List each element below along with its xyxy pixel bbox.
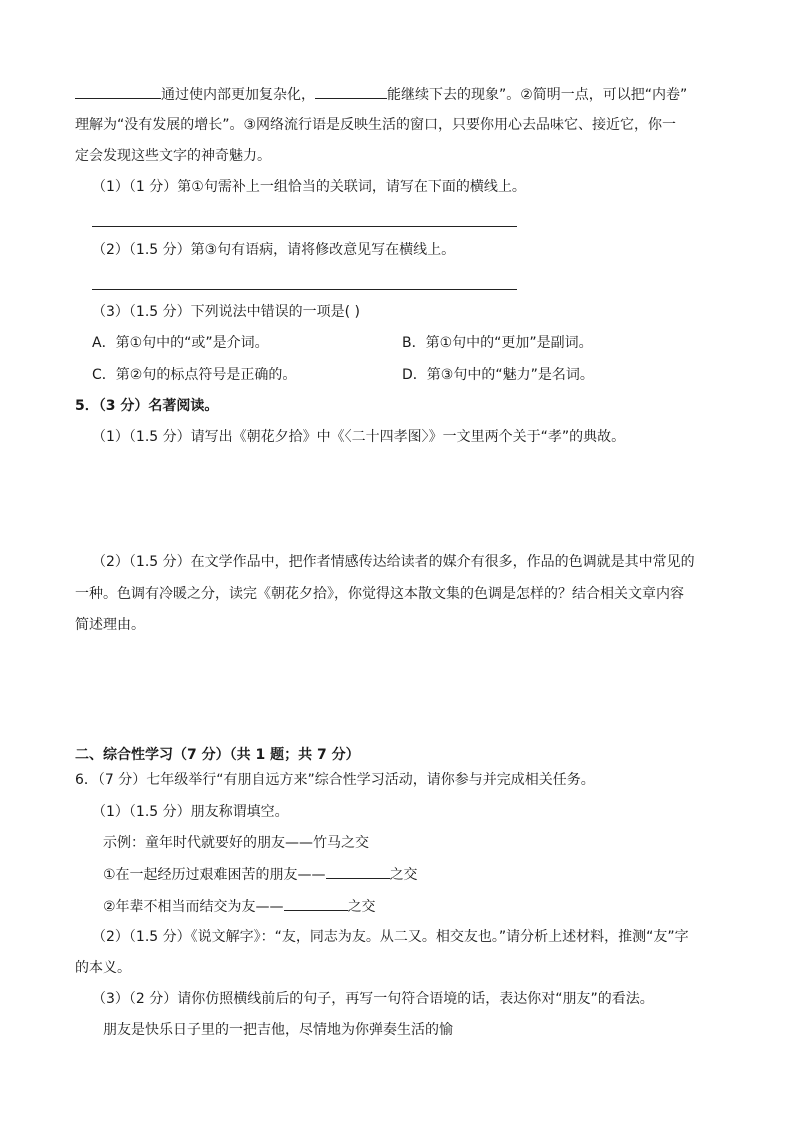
section-heading: 二、综合性学习（7 分）（共 1 题；共 7 分） (75, 747, 360, 763)
q6-sub2-line-1: （2）（1.5 分）《说文解字》：“友，同志为友。从二又。相交友也。”请分析上述材料，推测“友”字 (92, 929, 689, 945)
q6-example: 示例：童年时代就要好的朋友——竹马之交 (103, 835, 369, 851)
q6-sub3: （3）（2 分）请你仿照横线前后的句子，再写一句符合语境的话，表达你对“朋友”的看法。 (92, 991, 654, 1007)
option-d[interactable]: D．第③句中的“魅力”是名词。 (402, 367, 594, 383)
option-a[interactable]: A．第①句中的“或”是介词。 (92, 335, 269, 351)
item-text: ①在一起经历过艰难困苦的朋友—— (103, 867, 326, 883)
q4-sub2: （2）（1.5 分）第③句有语病，请将修改意见写在横线上。 (92, 242, 456, 258)
q6-item-2 (103, 896, 376, 917)
answer-blank[interactable] (284, 896, 348, 911)
passage-line-1 (75, 84, 687, 105)
option-b[interactable]: B．第①句中的“更加”是副词。 (402, 335, 593, 351)
answer-line[interactable] (92, 289, 517, 290)
q4-sub3: （3）（1.5 分）下列说法中错误的一项是( ) (92, 304, 360, 320)
q5-title: 5．（3 分）名著阅读。 (75, 398, 219, 414)
q5-sub2-line-3: 简述理由。 (75, 617, 145, 633)
item-text: 之交 (347, 899, 376, 915)
q5-sub2-line-2: 一种。色调有冷暖之分，读完《朝花夕拾》，你觉得这本散文集的色调是怎样的？结合相关文章内容 (75, 586, 684, 602)
q6-item-1 (103, 864, 418, 885)
q5-sub1: （1）（1.5 分）请写出《朝花夕拾》中《〈二十四孝图〉》一文里两个关于“孝”的典故。 (92, 429, 626, 445)
q6-title: 6．（7 分）七年级举行“有朋自远方来”综合性学习活动，请你参与并完成相关任务。 (75, 772, 595, 788)
passage-line-2: 理解为“没有发展的增长”。③网络流行语是反映生活的窗口，只要你用心去品味它、接近它，你一 (75, 117, 677, 133)
item-text: ②年辈不相当而结交为友—— (103, 899, 284, 915)
answer-line[interactable] (92, 226, 517, 227)
answer-blank[interactable] (315, 84, 387, 99)
passage-text: 通过使内部更加复杂化， (161, 87, 315, 103)
q5-sub2-line-1: （2）（1.5 分）在文学作品中，把作者情感传达给读者的媒介有很多，作品的色调就是其中常见的 (92, 554, 695, 570)
passage-line-3: 定会发现这些文字的神奇魅力。 (75, 148, 271, 164)
q6-sub1: （1）（1.5 分）朋友称谓填空。 (92, 804, 289, 820)
q6-sub2-line-2: 的本义。 (75, 960, 131, 976)
q4-sub1: （1）（1 分）第①句需补上一组恰当的关联词，请写在下面的横线上。 (92, 179, 526, 195)
answer-blank[interactable] (75, 84, 161, 99)
option-c[interactable]: C．第②句的标点符号是正确的。 (92, 367, 297, 383)
passage-text: 能继续下去的现象”。②简明一点，可以把“内卷” (387, 87, 688, 103)
answer-blank[interactable] (326, 864, 390, 879)
item-text: 之交 (389, 867, 418, 883)
q6-sentence: 朋友是快乐日子里的一把吉他，尽情地为你弹奏生活的愉 (103, 1022, 453, 1038)
